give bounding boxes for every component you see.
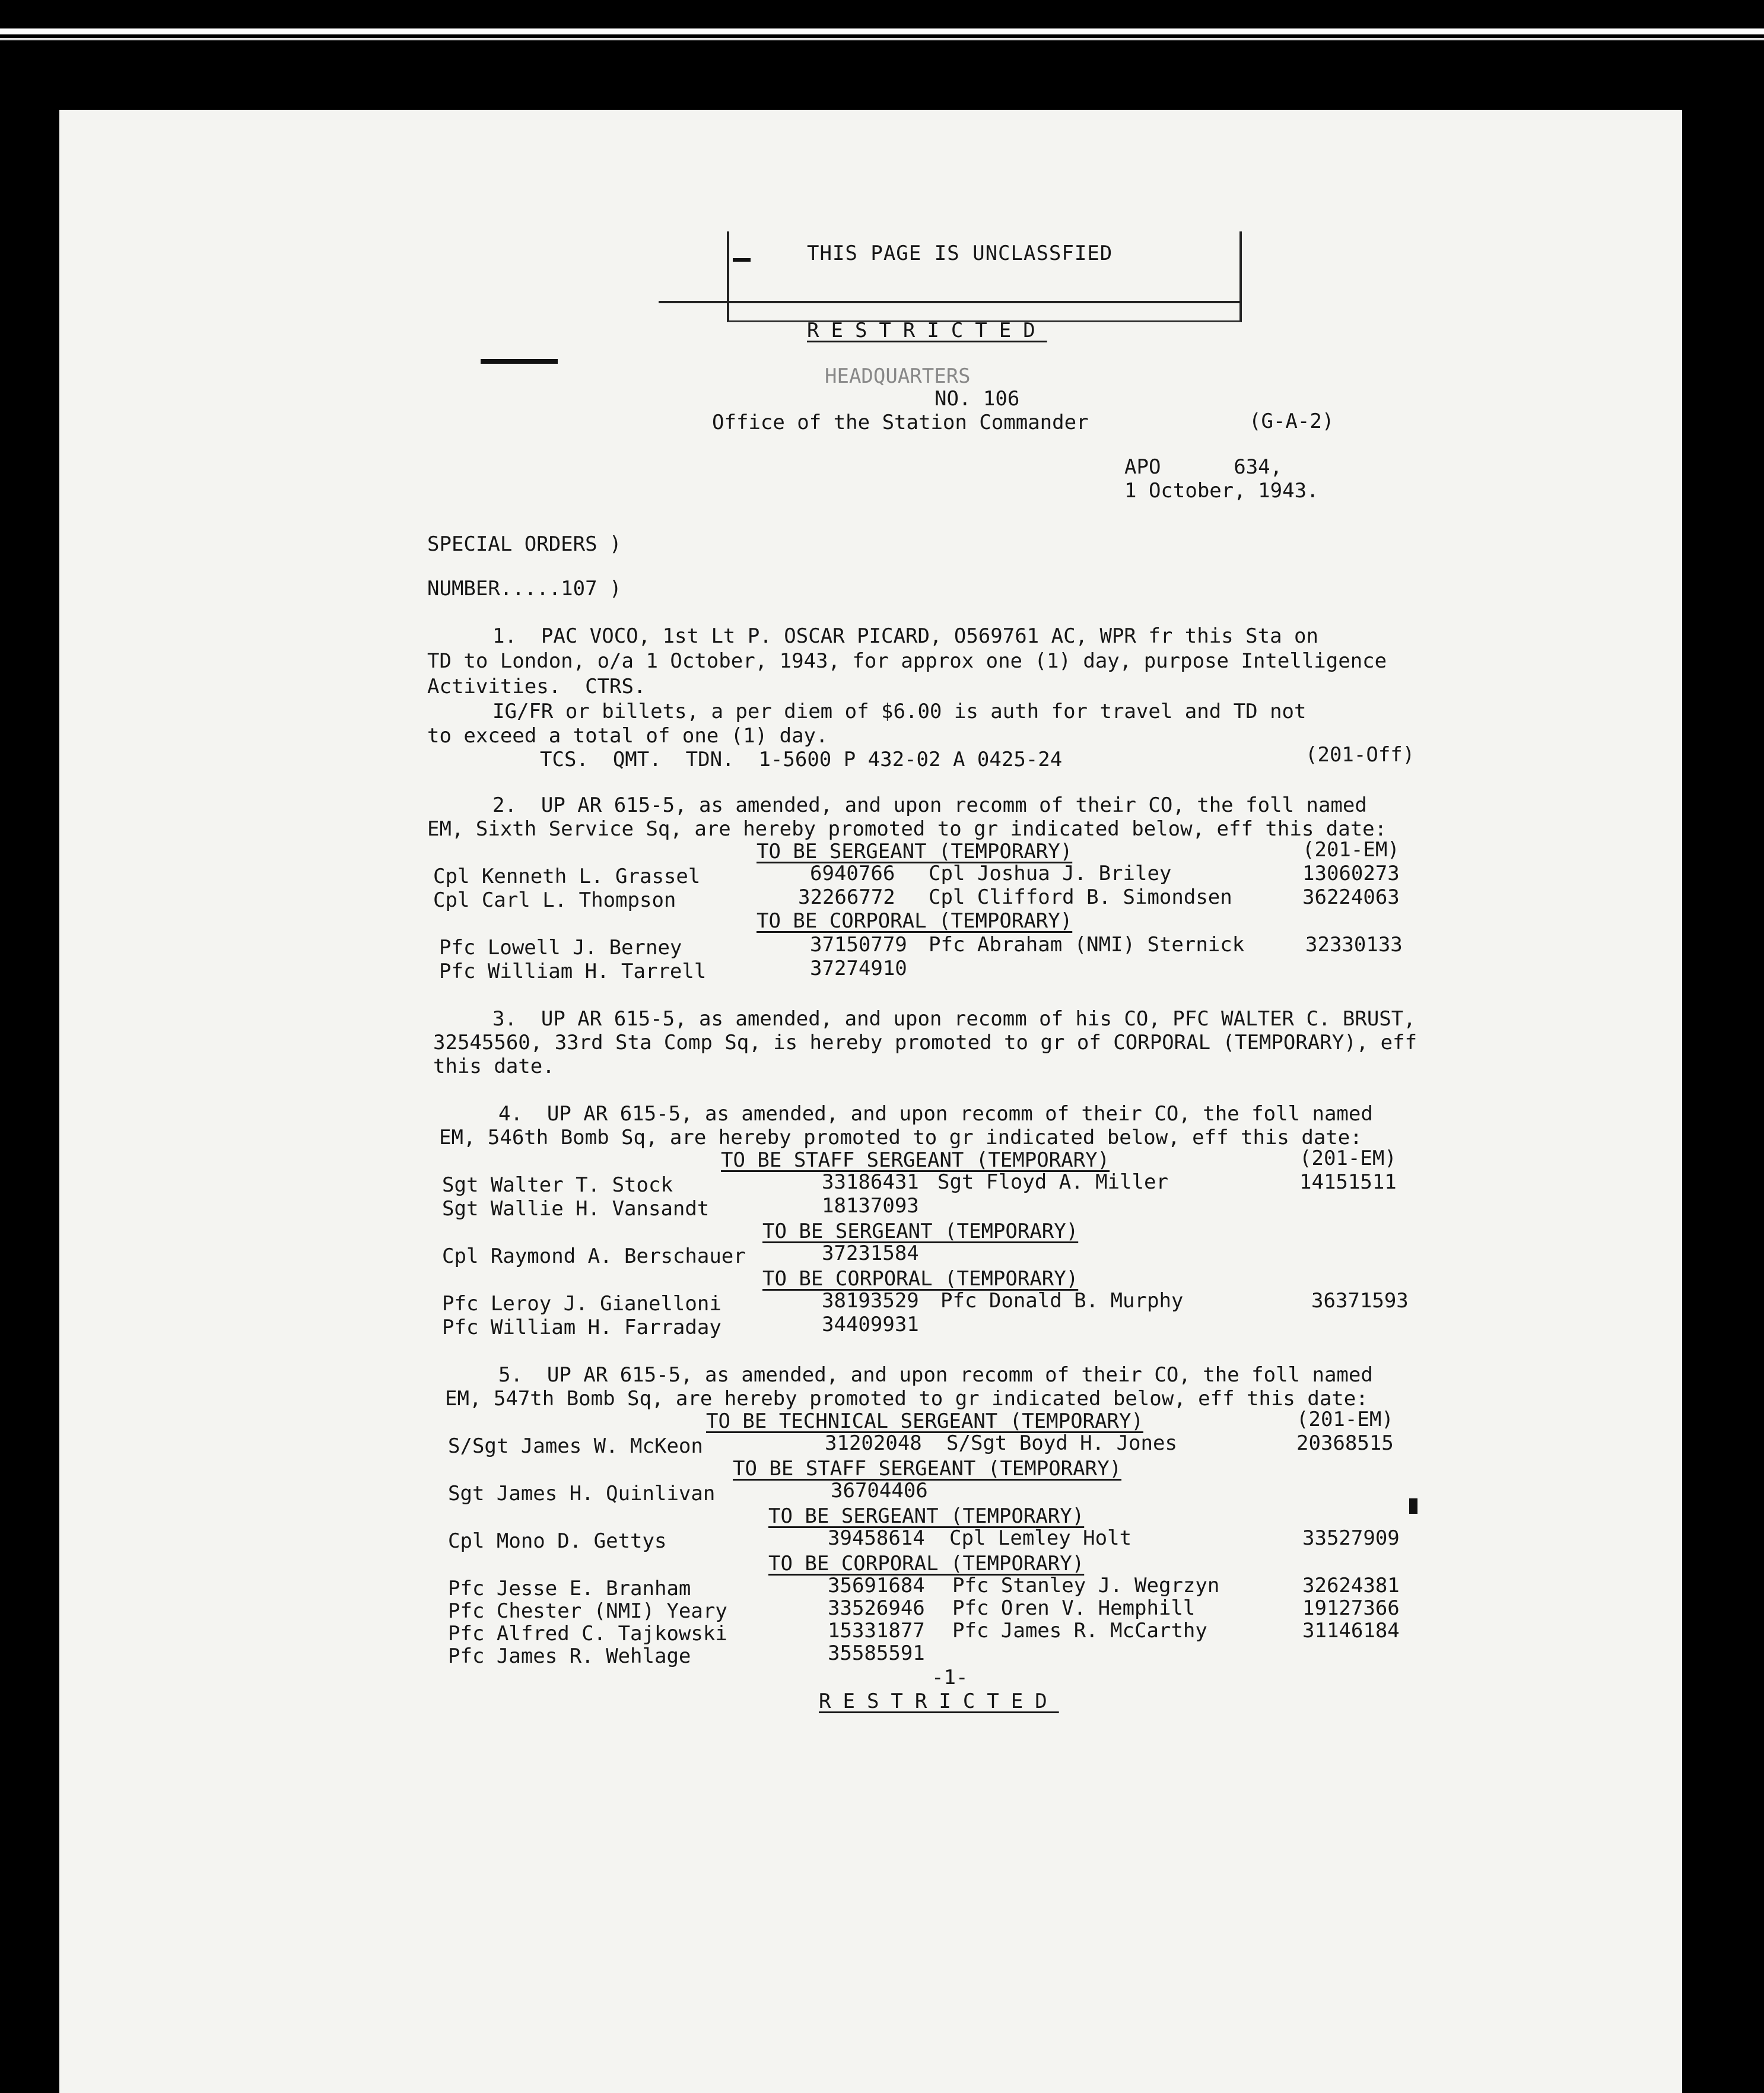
para2-ref: (201-EM)	[1302, 838, 1400, 862]
table-row-serial: 18137093	[822, 1194, 919, 1218]
para3-line3: this date.	[433, 1055, 555, 1078]
table-row-name: Cpl Lemley Holt	[949, 1526, 1132, 1550]
para3-line2: 32545560, 33rd Sta Comp Sq, is hereby promoted to gr of CORPORAL (TEMPORARY), eff	[433, 1031, 1417, 1055]
para1-line1: 1. PAC VOCO, 1st Lt P. OSCAR PICARD, O569761 AC, WPR fr this Sta on	[492, 624, 1318, 648]
classification-top: RESTRICTED	[807, 319, 1047, 342]
para5-line1: 5. UP AR 615-5, as amended, and upon recomm of their CO, the foll named	[498, 1363, 1373, 1387]
para4-heading-corporal: TO BE CORPORAL (TEMPORARY)	[762, 1267, 1079, 1291]
table-row-name: Cpl Joshua J. Briley	[929, 862, 1172, 885]
table-row-serial: 36224063	[1302, 885, 1400, 909]
table-row-serial: 14151511	[1299, 1170, 1397, 1194]
table-row-serial: 19127366	[1302, 1596, 1400, 1620]
para2-line1: 2. UP AR 615-5, as amended, and upon recomm of their CO, the foll named	[492, 793, 1367, 817]
date-line: 1 October, 1943.	[1124, 479, 1319, 503]
para2-line2: EM, Sixth Service Sq, are hereby promoted to gr indicated below, eff this date:	[427, 817, 1387, 841]
table-row-serial: 32266772	[798, 885, 895, 909]
office-line: Office of the Station Commander	[712, 411, 1089, 434]
table-row-serial: 33527909	[1302, 1526, 1400, 1550]
table-row-name: Pfc Oren V. Hemphill	[952, 1596, 1196, 1620]
unclassified-stamp: THIS PAGE IS UNCLASSFIED	[807, 242, 1113, 265]
table-row-name: Sgt Floyd A. Miller	[937, 1170, 1168, 1194]
para3-line1: 3. UP AR 615-5, as amended, and upon recomm of his CO, PFC WALTER C. BRUST,	[492, 1007, 1416, 1031]
table-row-name: Pfc William H. Farraday	[442, 1316, 722, 1339]
table-row-serial: 33526946	[828, 1596, 925, 1620]
table-row-name: Pfc James R. McCarthy	[952, 1619, 1207, 1643]
para5-heading-sergeant: TO BE SERGEANT (TEMPORARY)	[768, 1504, 1085, 1528]
para5-heading-technical-sergeant: TO BE TECHNICAL SERGEANT (TEMPORARY)	[706, 1409, 1143, 1433]
table-row-name: Sgt Wallie H. Vansandt	[442, 1197, 710, 1221]
orders-number: NUMBER.....107 )	[427, 577, 622, 601]
table-row-name: Pfc James R. Wehlage	[448, 1644, 691, 1668]
table-row-name: S/Sgt Boyd H. Jones	[946, 1431, 1177, 1455]
table-row-name: S/Sgt James W. McKeon	[448, 1434, 703, 1458]
scan-mark	[733, 258, 751, 262]
table-row-name: Cpl Raymond A. Berschauer	[442, 1244, 746, 1268]
table-row-name: Sgt Walter T. Stock	[442, 1173, 673, 1197]
classification-bottom: RESTRICTED	[819, 1689, 1059, 1713]
table-row-serial: 36704406	[831, 1479, 928, 1503]
table-row-serial: 15331877	[828, 1619, 925, 1643]
headquarters-line: HEADQUARTERS	[825, 364, 971, 388]
para4-heading-sergeant: TO BE SERGEANT (TEMPORARY)	[762, 1219, 1079, 1243]
table-row-serial: 35585591	[828, 1641, 925, 1665]
para5-ref: (201-EM)	[1296, 1408, 1394, 1431]
table-row-serial: 37274910	[810, 957, 907, 980]
table-row-name: Pfc Chester (NMI) Yeary	[448, 1599, 727, 1623]
office-code: (G-A-2)	[1249, 409, 1334, 433]
table-row-name: Cpl Kenneth L. Grassel	[433, 865, 701, 888]
para4-line1: 4. UP AR 615-5, as amended, and upon recomm of their CO, the foll named	[498, 1102, 1373, 1126]
scan-mark	[1409, 1498, 1417, 1514]
para5-heading-corporal: TO BE CORPORAL (TEMPORARY)	[768, 1552, 1085, 1576]
para1-line2: TD to London, o/a 1 October, 1943, for approx one (1) day, purpose Intelligence	[427, 649, 1387, 673]
scan-mark	[481, 359, 558, 364]
table-row-name: Pfc Donald B. Murphy	[940, 1289, 1184, 1313]
para4-ref: (201-EM)	[1299, 1146, 1397, 1170]
table-row-serial: 35691684	[828, 1574, 925, 1597]
table-row-serial: 31146184	[1302, 1619, 1400, 1643]
document-page	[59, 110, 1682, 2093]
table-row-serial: 37150779	[810, 933, 907, 957]
table-row-name: Pfc Lowell J. Berney	[439, 936, 682, 960]
table-row-serial: 33186431	[822, 1170, 919, 1194]
para2-heading-corporal: TO BE CORPORAL (TEMPORARY)	[757, 909, 1073, 933]
para4-heading-staff-sergeant: TO BE STAFF SERGEANT (TEMPORARY)	[721, 1148, 1110, 1172]
para4-line2: EM, 546th Bomb Sq, are hereby promoted to gr indicated below, eff this date:	[439, 1126, 1362, 1149]
table-row-serial: 32330133	[1305, 933, 1403, 957]
table-row-name: Pfc Abraham (NMI) Sternick	[929, 933, 1245, 957]
apo-line: APO 634,	[1124, 455, 1283, 479]
order-no-line: NO. 106	[935, 387, 1020, 411]
table-row-name: Cpl Mono D. Gettys	[448, 1529, 667, 1553]
table-row-name: Pfc William H. Tarrell	[439, 960, 707, 983]
para2-heading-sergeant: TO BE SERGEANT (TEMPORARY)	[757, 840, 1073, 863]
para1-line5: to exceed a total of one (1) day.	[427, 724, 828, 748]
table-row-name: Pfc Jesse E. Branham	[448, 1577, 691, 1600]
table-row-serial: 20368515	[1296, 1431, 1394, 1455]
table-row-serial: 38193529	[822, 1289, 919, 1313]
para5-heading-staff-sergeant: TO BE STAFF SERGEANT (TEMPORARY)	[733, 1457, 1122, 1481]
para1-line4: IG/FR or billets, a per diem of $6.00 is auth for travel and TD not	[492, 700, 1307, 723]
table-row-serial: 32624381	[1302, 1574, 1400, 1597]
orders-title: SPECIAL ORDERS )	[427, 532, 622, 556]
table-row-serial: 31202048	[825, 1431, 922, 1455]
table-row-serial: 13060273	[1302, 862, 1400, 885]
table-row-serial: 36371593	[1311, 1289, 1409, 1313]
table-row-serial: 34409931	[822, 1313, 919, 1336]
scan-top-border	[0, 0, 1764, 24]
table-row-serial: 39458614	[828, 1526, 925, 1550]
para1-line3: Activities. CTRS.	[427, 675, 646, 698]
table-row-name: Cpl Carl L. Thompson	[433, 888, 676, 912]
page-number: -1-	[932, 1666, 968, 1689]
scan-top-line	[0, 28, 1764, 34]
para1-line6: TCS. QMT. TDN. 1-5600 P 432-02 A 0425-24	[540, 748, 1063, 771]
table-row-name: Pfc Stanley J. Wegrzyn	[952, 1574, 1220, 1597]
table-row-name: Cpl Clifford B. Simondsen	[929, 885, 1232, 909]
table-row-serial: 37231584	[822, 1241, 919, 1265]
table-row-name: Sgt James H. Quinlivan	[448, 1482, 716, 1506]
para5-line2: EM, 547th Bomb Sq, are hereby promoted to gr indicated below, eff this date:	[445, 1387, 1368, 1411]
table-row-name: Pfc Leroy J. Gianelloni	[442, 1292, 722, 1316]
scan-top-line-2	[0, 38, 1764, 40]
table-row-name: Pfc Alfred C. Tajkowski	[448, 1622, 727, 1646]
table-row-serial: 6940766	[810, 862, 895, 885]
para1-ref: (201-Off)	[1305, 743, 1415, 767]
